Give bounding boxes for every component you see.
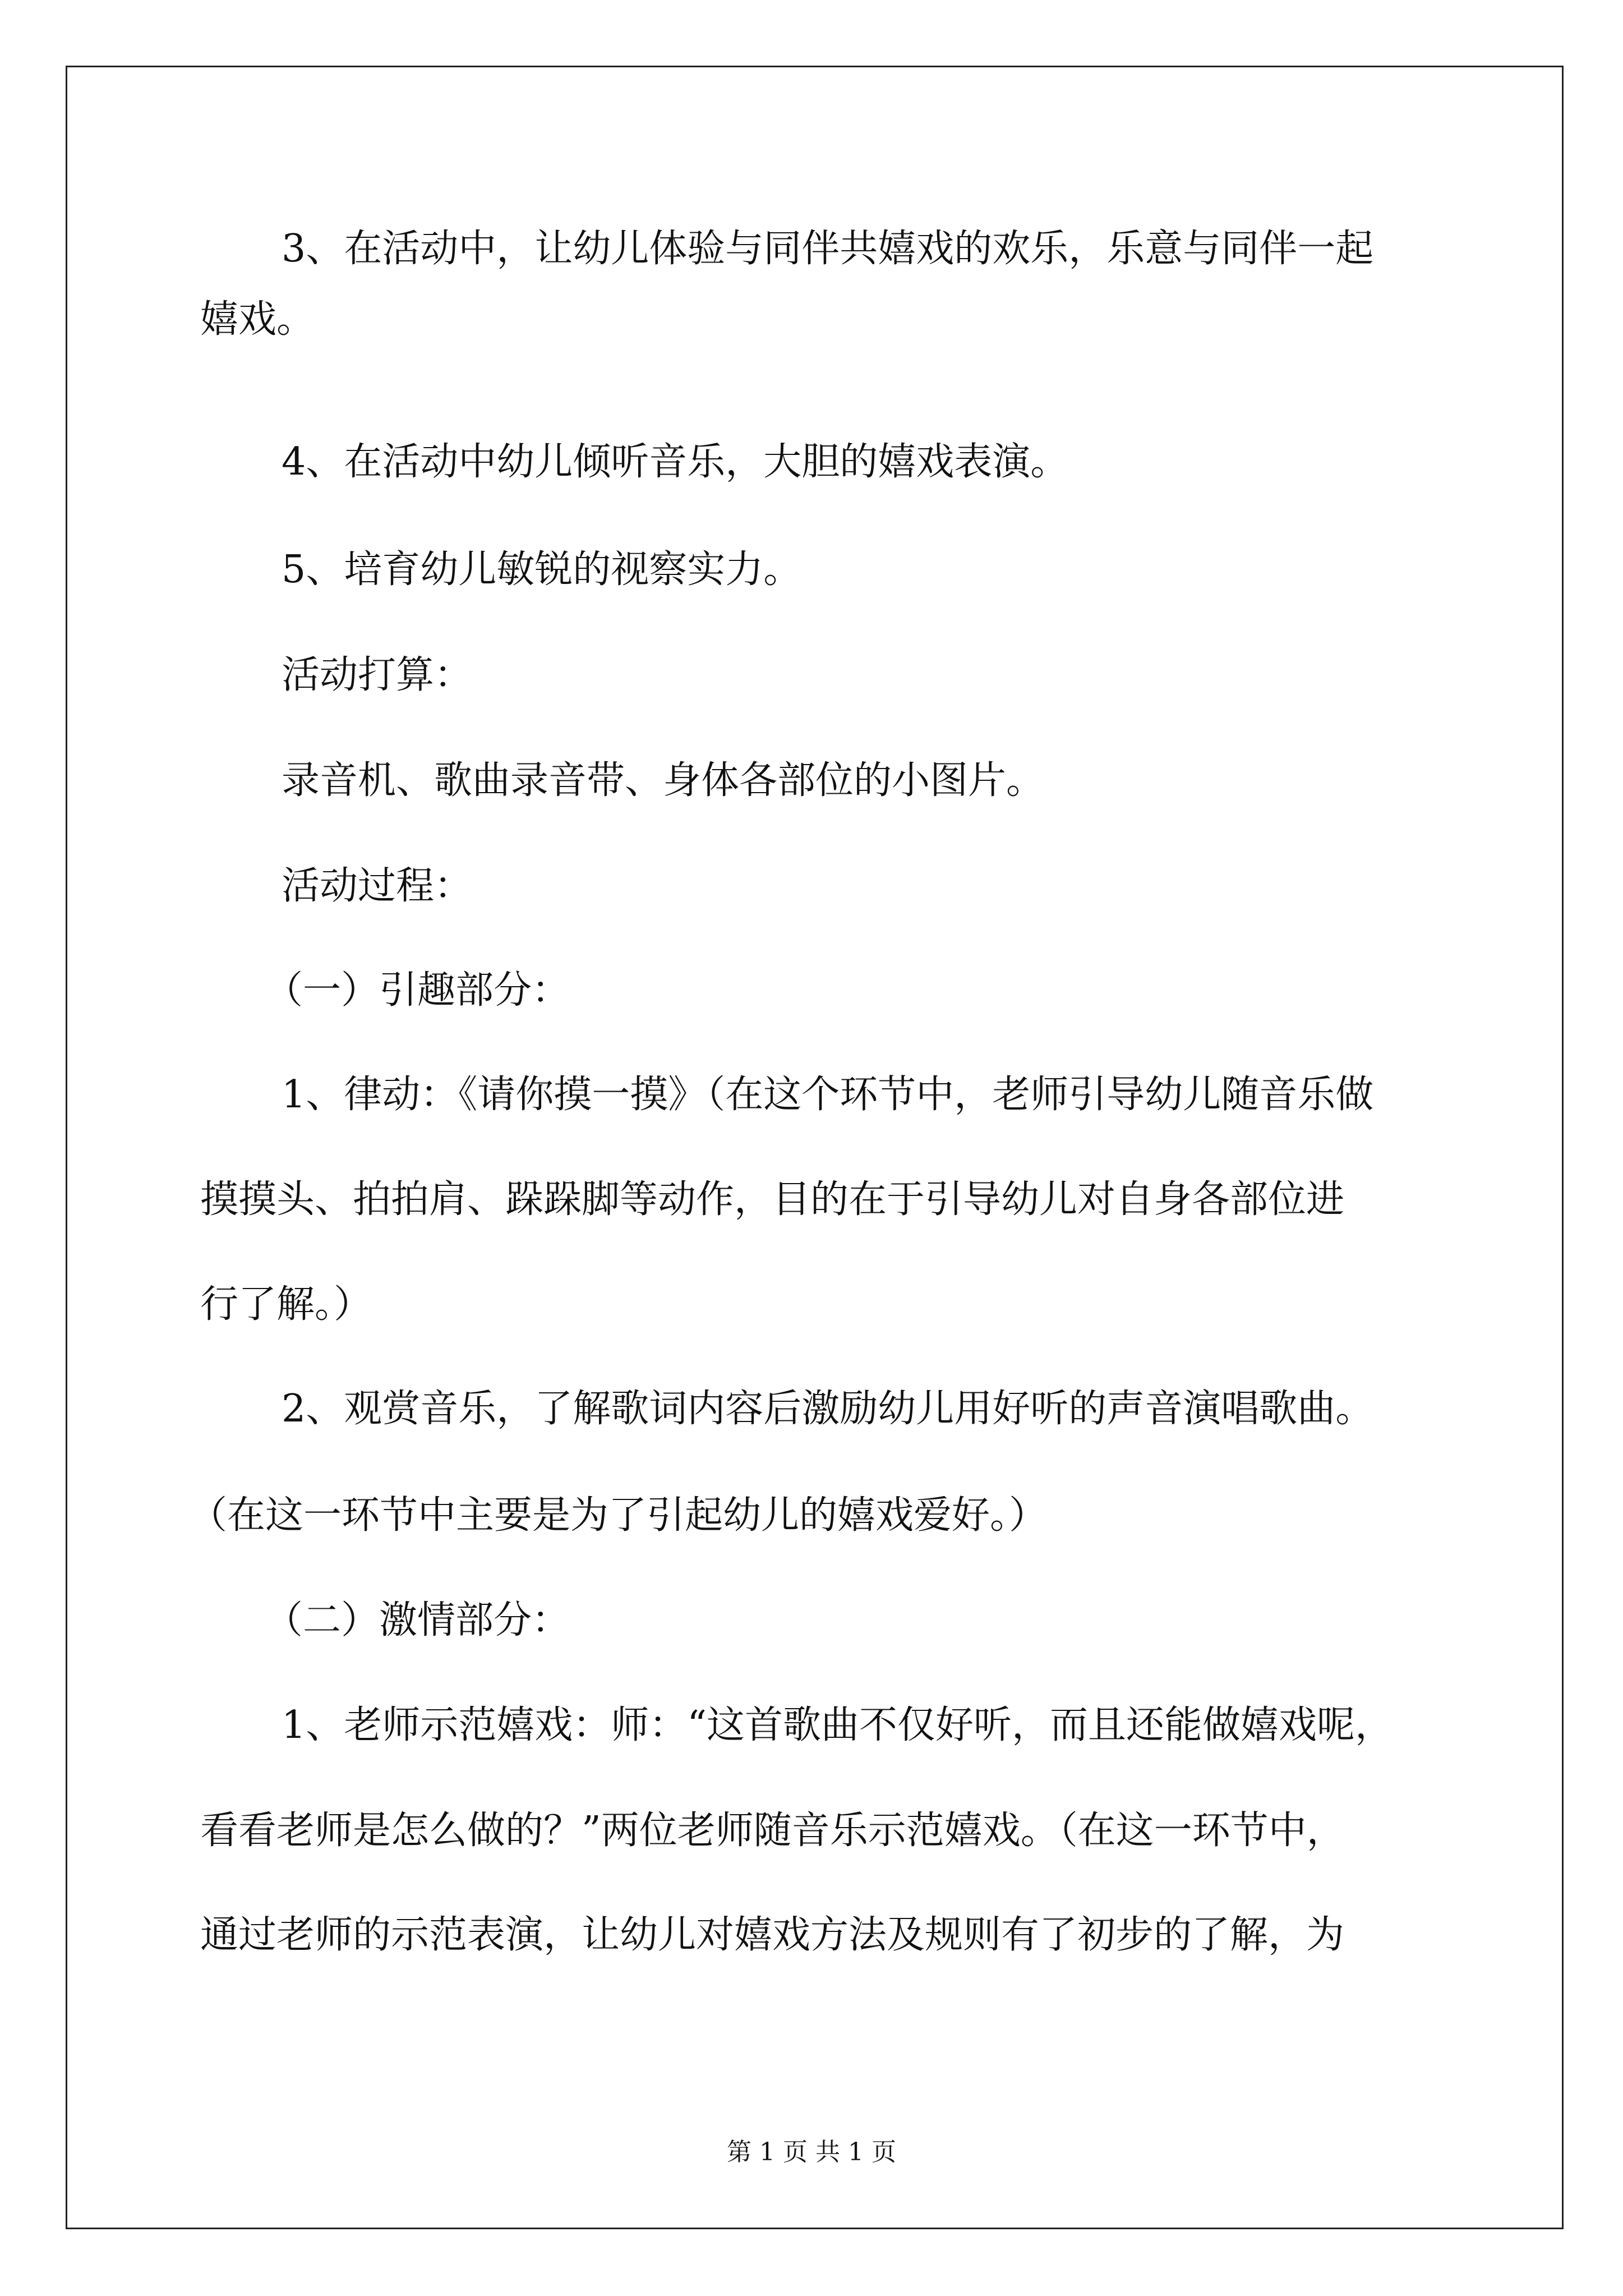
paragraph-line: 3、在活动中，让幼儿体验与同伴共嬉戏的欢乐，乐意与同伴一起 [282,227,1374,271]
paragraph-line: 通过老师的示范表演，让幼儿对嬉戏方法及规则有了初步的了解，为 [200,1913,1345,1957]
section-heading: 活动过程： [282,864,473,908]
subsection-heading: （一）引趣部分： [265,968,570,1013]
paragraph-line: 录音机、歌曲录音带、身体各部位的小图片。 [282,758,1045,803]
page-border [66,66,1564,2229]
paragraph-line: 嬉戏。 [200,297,315,342]
page-footer: 第 1 页 共 1 页 [727,2138,896,2166]
paragraph-line: 1、老师示范嬉戏：师：“这首歌曲不仅好听，而且还能做嬉戏呢， [282,1703,1394,1747]
paragraph-line: 摸摸头、拍拍肩、跺跺脚等动作，目的在于引导幼儿对自身各部位进 [200,1177,1345,1222]
paragraph-line: 2、观赏音乐，了解歌词内容后激励幼儿用好听的声音演唱歌曲。 [282,1387,1374,1431]
subsection-heading: （二）激情部分： [265,1598,570,1642]
paragraph-line: 1、律动：《请你摸一摸》（在这个环节中，老师引导幼儿随音乐做 [282,1073,1374,1117]
section-heading: 活动打算： [282,653,473,697]
paragraph-line: 4、在活动中幼儿倾听音乐，大胆的嬉戏表演。 [282,440,1069,484]
paragraph-line: 5、培育幼儿敏锐的视察实力。 [282,547,802,592]
paragraph-line: 行了解。） [200,1282,372,1327]
paragraph-line: 看看老师是怎么做的？”两位老师随音乐示范嬉戏。（在这一环节中， [200,1809,1345,1853]
paragraph-line: （在这一环节中主要是为了引起幼儿的嬉戏爱好。） [189,1493,1048,1538]
